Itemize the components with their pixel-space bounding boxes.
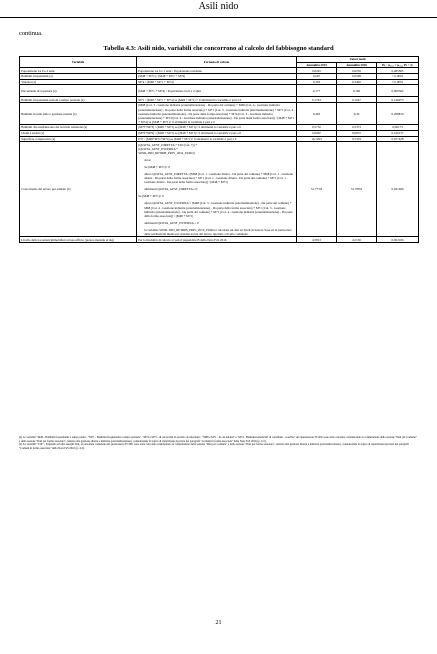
header-test: H₀ : μ₂₀₁₅ = μ₂₀₁₆ Pr > |t| <box>377 62 419 68</box>
cell-pvalue: 0,002106 <box>377 237 419 243</box>
formula-line: Se (M48 + M71)> 0 <box>144 164 170 169</box>
header-title: Asili nido <box>198 1 239 12</box>
cell-pvalue: 0,077428 <box>377 136 419 142</box>
cell-variable: Livello delle locazioni immobiliari ad uso ufficio (prezzo mensile al mq) <box>20 237 137 243</box>
cell-formula: (M76+M79) / (M48 + M71) se (M48 + M71)> 0 altrimenti la variabile è pari a 0 <box>137 130 297 136</box>
cell-formula: (M48 + M71 + M74) / Popolazione tra 0 e 2 anni <box>137 85 297 97</box>
header-variable: Variabile <box>20 57 137 68</box>
table-row <box>20 97 419 103</box>
cell-formula: Popolazione tra 0 e 2 anni / Popolazione residente <box>137 68 297 74</box>
cell-formula: M74 / (M48 + M71 + M74) <box>137 79 297 85</box>
formula-line: altrimenti QUOTA_GEST_DIRETTA= 0; <box>144 187 198 192</box>
formula-line: la variabile SOSIL.IND_RETRIB_PRIV_2016_EURO è calcolata sui dati da Studi di Settore Sose ed in particolare dalle retribuzioni medie per sistema locale del lavoro riportate a livello comunale. <box>144 227 292 237</box>
cell-2015: 4,5813 <box>297 237 337 243</box>
formula-line: dove: <box>144 157 152 162</box>
cell-variable: Bambini frequentanti (a) <box>20 74 137 80</box>
cell-2015: 10,1293 <box>297 136 337 142</box>
table-row <box>20 142 419 237</box>
formula-line: [QUOTA_GEST_DIRETTA * T20 (Col. 7)] + <box>138 142 198 147</box>
cell-variable: Popolazione tra 0 e 2 anni <box>20 68 137 74</box>
footnotes <box>19 436 418 450</box>
cell-formula-multiline <box>137 142 297 237</box>
cell-2015: 0,697 <box>297 74 337 80</box>
table-row <box>20 85 419 97</box>
cell-pvalue: < 0,0001 <box>377 79 419 85</box>
formula-line: altrimenti QUOTA_GEST_ESTERNA = 0 <box>144 220 199 225</box>
cell-variable: Bambini in asilo nido a gestione esterna (a) <box>20 103 137 125</box>
cell-pvalue: 0,146973 <box>377 97 419 103</box>
formula-line: SOSIL.IND_RETRIB_PRIV_2016_EURO] <box>138 150 195 155</box>
formula-line: allora QUOTA_GEST_ESTERNA = [M68 (Col. 3 - Gestione indiretta (esternalizzazione) - Da parte del comune) + M68 (Col. 4 - Gestione indiretta (esternalizzazione) - Da parte della forma associata) + M71 (Col. 3 - Gestione indiretta (esternalizzazione) - Da parte del comune) + M71 (Col. 4 - Gestione indiretta (esternalizzazione) - Da parte della forma associata)] / (M48 + M71) <box>144 201 293 218</box>
table-row <box>20 237 419 243</box>
cell-2015: 0,177 <box>297 85 337 97</box>
cell-2016: 0,166 <box>337 85 377 97</box>
cell-variable: Superficie complessiva (a) <box>20 136 137 142</box>
table-header-row <box>20 57 419 63</box>
cell-2015: 0,0967 <box>297 130 337 136</box>
cell-2015: 0,0245 <box>297 68 337 74</box>
cell-2016: 0,1647 <box>337 97 377 103</box>
header-2016: Annualità 2016 <box>337 62 377 68</box>
cell-pvalue: 0,016137 <box>377 130 419 136</box>
cell-variable: Bambini frequentanti sezioni a tempo parziale (a) <box>20 97 137 103</box>
cell-2016: 0,6508 <box>337 74 377 80</box>
cell-formula: Per la modalità di calcolo si veda l'Appendice B della Nota FaS 2016 <box>137 237 297 243</box>
cell-2015: 0,5732 <box>297 125 337 131</box>
page-header <box>0 0 437 18</box>
page-number: 21 <box>215 620 222 626</box>
cell-variable: Bambini che usufruiscono del servizio refezione (a) <box>20 125 137 131</box>
cell-pvalue: 0,00173 <box>377 125 419 131</box>
footnote: (a) Le variabili "M48 - Bambini frequentanti a tempo pieno", "M71 - Bambini frequentanti a tempo parziale", "M74 e M75 - di cui iscritti al servizio di refezione", "M68 e M71 - di cui lattanti" e "M74 - Bambini beneficiari di contributi - voucher" del questionario FC20U sono state calcolate considerando la compilazione della sezione "Dati per Comune" e della sezione "Dati per forma associata", relative alla gestione diretta e indiretta (esternalizzazione), considerando la logica di ripartizione riportata nei paragrafi "Comuni in forma associata" della Nota FaS 2016 (p. 4-5). <box>19 436 417 443</box>
cell-variable: Utenti Lattanti (a) <box>20 130 137 136</box>
cell-2016: 0,3492 <box>337 79 377 85</box>
cell-formula: (M48 + M71) / (M48 + M71 + M74) <box>137 74 297 80</box>
table-caption: Tabella 4.3: Asili nido, variabili che concorrono al calcolo del fabbisogno standard <box>103 45 334 52</box>
cell-2016: 0,0239 <box>337 68 377 74</box>
cell-variable: Costo medio del lavoro per addetto (b) <box>20 142 137 237</box>
cell-formula: M71 / (M48 + M71 + M74) se (M48 + M71) > 0 altrimenti la variabile è pari a 0 <box>137 97 297 103</box>
cell-pvalue: 0,485385 <box>377 68 419 74</box>
cell-2016: 31.708,9 <box>337 142 377 237</box>
cell-formula: (M75+M73) / (M48 + M71) se (M48 + M71)> 0 altrimenti la variabile è pari a 0 <box>137 125 297 131</box>
header-2015: Annualità 2015 <box>297 62 337 68</box>
variables-table <box>19 56 419 243</box>
cell-2016: 0,5373 <box>337 125 377 131</box>
cell-2016: 0,0872 <box>337 130 377 136</box>
cell-pvalue: 0,021696 <box>377 142 419 237</box>
cell-2016: 0,39 <box>337 103 377 125</box>
cell-variable: Percentuale di copertura (a) <box>20 85 137 97</box>
formula-line: allora QUOTA_GEST_DIRETTA =[M68 (Col. 1 - Gestione diretta - Da parte del comune) + M68 (Col. 1 - Gestione diretta - Da parte della forma associata) + M71 (Col. 1 - Gestione diretta - Da parte del comune) + M71 (Col. 1 - Gestione diretta - Da parte della forma associata)] / (M48 + M71) <box>144 172 293 185</box>
cell-2016: 4,5136 <box>337 237 377 243</box>
cell-2015: 0,1743 <box>297 97 337 103</box>
continued-label: continua. <box>19 30 43 37</box>
cell-formula: [M68 (Col. 3 - Gestione indiretta (esternalizzazione) - Da parte del comune) + M68 (Col. 4 - Gestione indiretta (esternalizzazione) - Da parte della forma associata) + M71 (Col. 3 - Gestione indiretta (esternalizzazione) + M71 (Col. 4 - Gestione indiretta (esternalizzazione) - Da parte della forma associata) + M74 (Col. 3 - Gestione indiretta (esternalizzazione) + M74 (Col. 4 - Gestione indiretta (esternalizzazione) - Da parte della forma associata)] / (M48 + M71 + M74) se (M48 + M71)> 0 altrimenti la variabile è pari a 0 <box>138 103 295 124</box>
table-row <box>20 103 419 125</box>
formula-line: Se (M48 + M71)> 0 <box>138 194 164 199</box>
table-row <box>20 125 419 131</box>
cell-2015: 31.773,8 <box>297 142 337 237</box>
cell-formula: E37 / (M48+M71+M74) se (M48 + M71)> 0 altrimenti la variabile è pari a 0 <box>137 136 297 142</box>
cell-2015: 0,303 <box>297 79 337 85</box>
header-formula: Formula di calcolo <box>137 57 297 68</box>
cell-2015: 0,403 <box>297 103 337 125</box>
cell-pvalue: 0,000362 <box>377 85 419 97</box>
formula-line: [QUOTA_GEST_ESTERNA * <box>138 146 178 151</box>
cell-variable: Voucher (a) <box>20 79 137 85</box>
footnote: (b) Le variabili "T20" - Stipendio ed altri assegni fissi, al personale comunale del questionario FC20U sono state calcolate considerando la compilazione della sezione "Dati per Comune" e della sezione "Dati per forma associata", relative alla gestione diretta e indiretta (esternalizzazione), considerando la logica di ripartizione riportata nei paragrafi "Comuni in forma associata" della Nota FaS 2016 (p. 4-5). <box>19 443 409 450</box>
cell-pvalue: < 0,0001 <box>377 74 419 80</box>
cell-2016: 9,7333 <box>337 136 377 142</box>
header-group: Valori medi <box>297 57 419 63</box>
cell-pvalue: 0,268819 <box>377 103 419 125</box>
